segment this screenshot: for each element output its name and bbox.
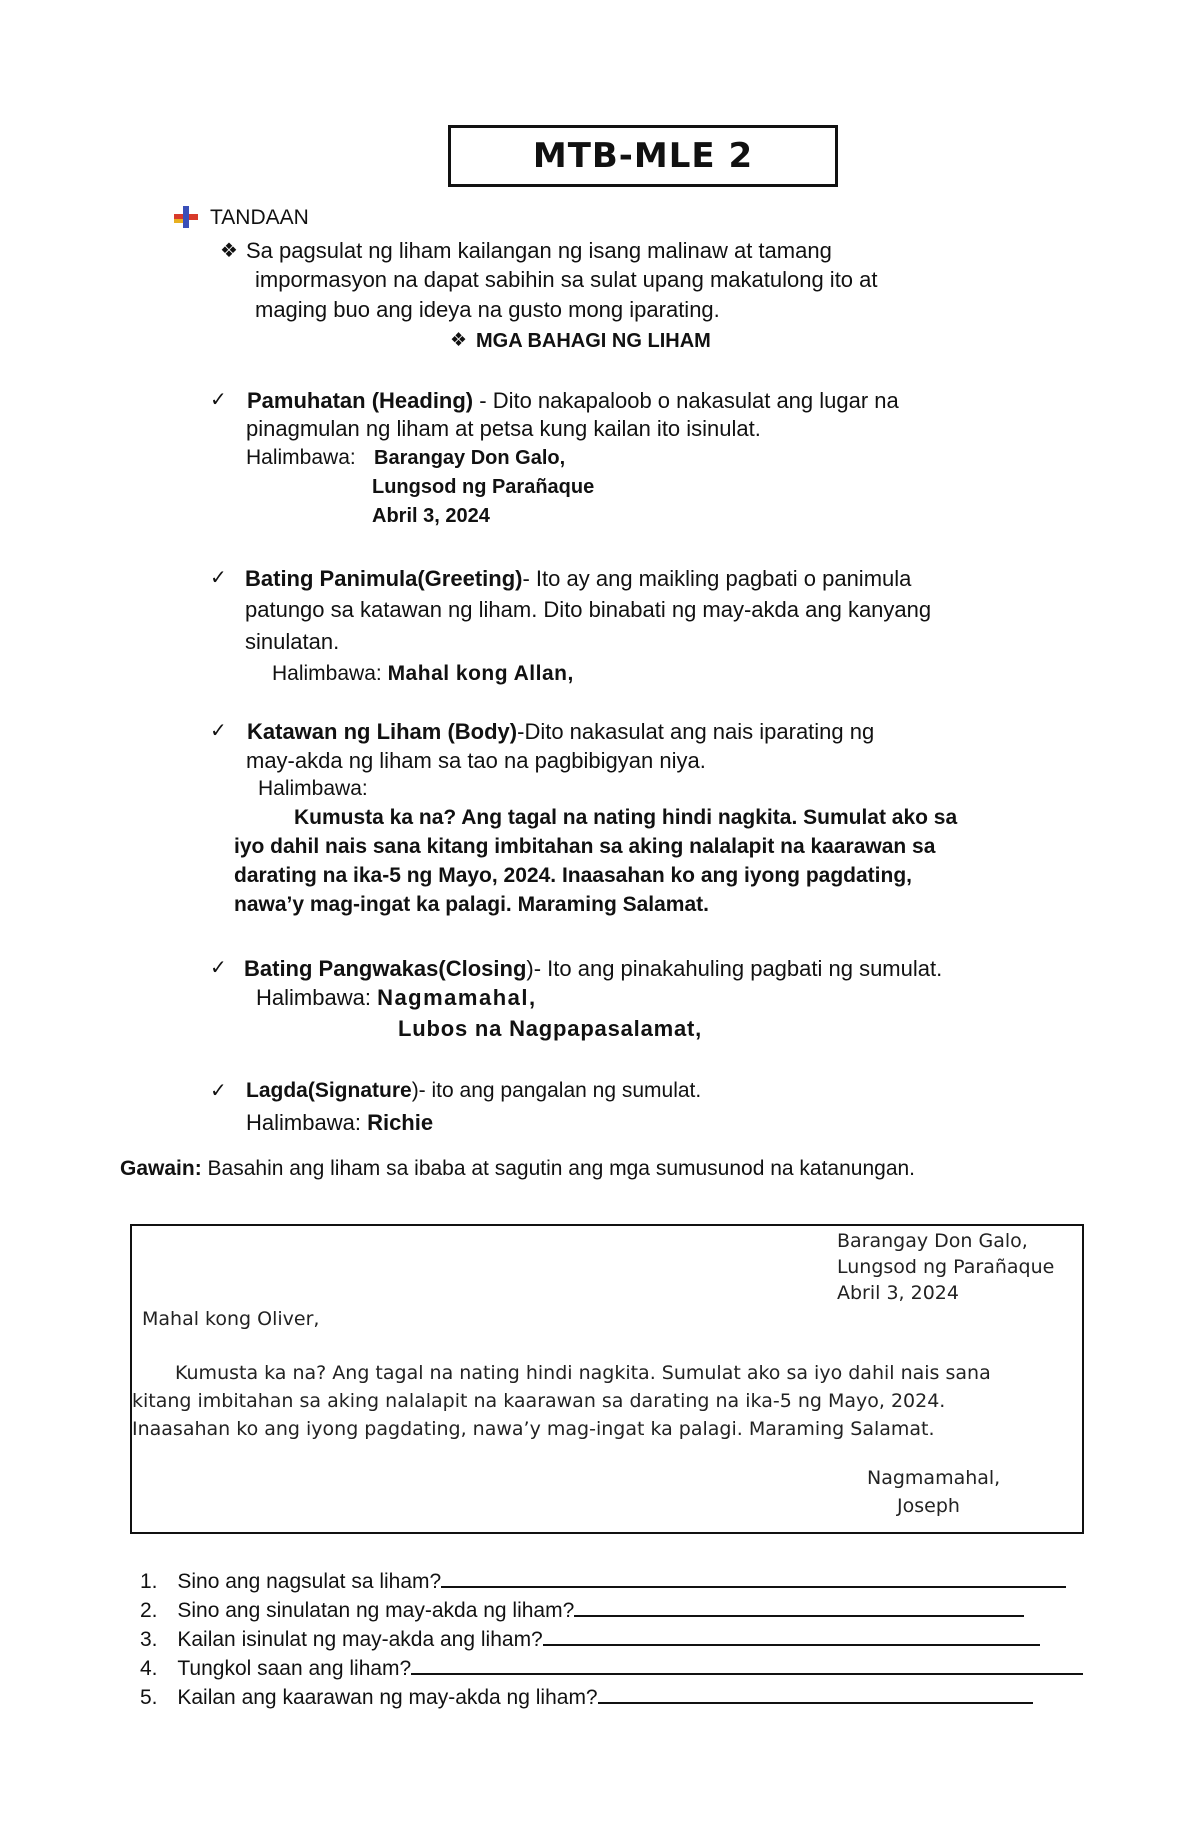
arrow-bullet-icon	[172, 205, 200, 229]
letter-body-line-2: kitang imbitahan sa aking nalalapit na kaarawan sa darating na ika-5 ng Mayo, 2024.	[132, 1390, 946, 1412]
body-example-line-4: nawa’y mag-ingat ka palagi. Maraming Salamat.	[234, 893, 709, 916]
question-number: 4.	[140, 1657, 158, 1680]
check-icon: ✓	[210, 565, 227, 589]
example-label: Halimbawa:	[246, 1110, 361, 1135]
part-closing	[244, 956, 942, 982]
answer-line[interactable]	[441, 1568, 1066, 1588]
question-text: Kailan isinulat ng may-akda ang liham?	[177, 1628, 543, 1651]
tandaan-note-line-3: maging buo ang ideya na gusto mong iparating.	[255, 297, 720, 322]
part-heading-desc-2: pinagmulan ng liham at petsa kung kailan ito isinulat.	[246, 416, 761, 441]
part-heading-desc: - Dito nakapaloob o nakasulat ang lugar na	[473, 388, 899, 413]
part-closing-desc: )- Ito ang pinakahuling pagbati ng sumulat.	[526, 956, 943, 981]
gawain-label: Gawain:	[120, 1157, 202, 1180]
part-body	[247, 719, 874, 745]
part-heading-term: Pamuhatan (Heading)	[247, 388, 474, 413]
letter-heading-line-1: Barangay Don Galo,	[837, 1230, 1028, 1252]
part-body-desc-2: may-akda ng liham sa tao na pagbibigyan niya.	[246, 748, 706, 773]
check-icon: ✓	[210, 955, 227, 979]
tandaan-note-line-1: Sa pagsulat ng liham kailangan ng isang malinaw at tamang	[246, 238, 832, 263]
diamond-bullet-icon: ❖	[220, 240, 238, 262]
part-closing-term: Bating Pangwakas(Closing	[244, 956, 527, 981]
example-heading-line-2: Lungsod ng Parañaque	[372, 476, 595, 498]
signature-example-value: Richie	[367, 1110, 434, 1135]
diamond-bullet-icon: ❖	[450, 330, 468, 351]
letter-greeting: Mahal kong Oliver,	[142, 1308, 320, 1330]
part-greeting-desc: - Ito ay ang maikling pagbati o panimula	[522, 566, 912, 591]
part-signature-term: Lagda(Signature	[246, 1079, 412, 1102]
page-title: MTB-MLE 2	[448, 125, 838, 187]
example-label: Halimbawa:	[258, 777, 368, 800]
letter-signature: Joseph	[897, 1495, 960, 1517]
question-item	[140, 1626, 1040, 1652]
answer-line[interactable]	[574, 1597, 1024, 1617]
part-body-desc: -Dito nakasulat ang nais iparating ng	[517, 719, 875, 744]
question-number: 2.	[140, 1599, 158, 1622]
greeting-example-value: Mahal kong Allan,	[387, 662, 574, 685]
question-text: Kailan ang kaarawan ng may-akda ng liham?	[177, 1686, 598, 1709]
part-greeting-term: Bating Panimula(Greeting)	[245, 566, 523, 591]
part-body-term: Katawan ng Liham (Body)	[247, 719, 518, 744]
body-example-line-3: darating na ika-5 ng Mayo, 2024. Inaasahan ko ang iyong pagdating,	[234, 864, 912, 887]
question-item	[140, 1597, 1024, 1623]
gawain-instruction	[120, 1157, 915, 1181]
question-item	[140, 1568, 1066, 1594]
part-greeting-desc-2: patungo sa katawan ng liham. Dito binabati ng may-akda ang kanyang	[245, 597, 932, 622]
example-heading-line-1: Barangay Don Galo,	[374, 447, 566, 469]
question-text: Sino ang sinulatan ng may-akda ng liham?	[177, 1599, 575, 1622]
tandaan-heading: TANDAAN	[210, 206, 309, 229]
closing-example-line-2: Lubos na Nagpapasalamat,	[398, 1016, 703, 1041]
sample-letter	[130, 1224, 1084, 1534]
answer-line[interactable]	[543, 1626, 1040, 1646]
part-signature	[246, 1079, 701, 1103]
example-heading-line-3: Abril 3, 2024	[372, 505, 490, 527]
question-item	[140, 1655, 1083, 1681]
letter-body-line-3: Inaasahan ko ang iyong pagdating, nawa’y mag-ingat ka palagi. Maraming Salamat.	[132, 1418, 935, 1440]
letter-closing: Nagmamahal,	[867, 1467, 1001, 1489]
body-example-line-1: Kumusta ka na? Ang tagal na nating hindi nagkita. Sumulat ako sa	[294, 806, 958, 829]
signature-example	[246, 1110, 433, 1136]
part-signature-desc: )- ito ang pangalan ng sumulat.	[411, 1079, 702, 1102]
question-number: 5.	[140, 1686, 158, 1709]
check-icon: ✓	[210, 387, 227, 411]
question-item	[140, 1684, 1033, 1710]
example-label: Halimbawa:	[272, 662, 382, 685]
part-greeting	[245, 566, 911, 592]
body-example-line-2: iyo dahil nais sana kitang imbitahan sa aking nalalapit na kaarawan sa	[234, 835, 936, 858]
question-text: Tungkol saan ang liham?	[177, 1657, 412, 1680]
closing-example	[256, 985, 537, 1011]
part-heading	[247, 388, 899, 414]
letter-heading-line-2: Lungsod ng Parañaque	[837, 1256, 1055, 1278]
gawain-text: Basahin ang liham sa ibaba at sagutin ang mga sumusunod na katanungan.	[201, 1157, 916, 1180]
parts-heading: MGA BAHAGI NG LIHAM	[476, 330, 711, 352]
answer-line[interactable]	[598, 1684, 1033, 1704]
check-icon: ✓	[210, 718, 227, 742]
part-greeting-desc-3: sinulatan.	[245, 629, 340, 654]
answer-line[interactable]	[411, 1655, 1083, 1675]
tandaan-note-line-2: impormasyon na dapat sabihin sa sulat upang makatulong ito at	[255, 267, 878, 292]
check-icon: ✓	[210, 1078, 227, 1102]
example-label: Halimbawa:	[256, 985, 371, 1010]
question-number: 1.	[140, 1570, 158, 1593]
letter-heading-line-3: Abril 3, 2024	[837, 1282, 959, 1304]
greeting-example	[272, 662, 574, 686]
closing-example-line-1: Nagmamahal,	[377, 985, 537, 1010]
example-label: Halimbawa:	[246, 446, 356, 469]
question-text: Sino ang nagsulat sa liham?	[177, 1570, 442, 1593]
letter-body-line-1: Kumusta ka na? Ang tagal na nating hindi nagkita. Sumulat ako sa iyo dahil nais sana	[175, 1362, 991, 1384]
question-number: 3.	[140, 1628, 158, 1651]
